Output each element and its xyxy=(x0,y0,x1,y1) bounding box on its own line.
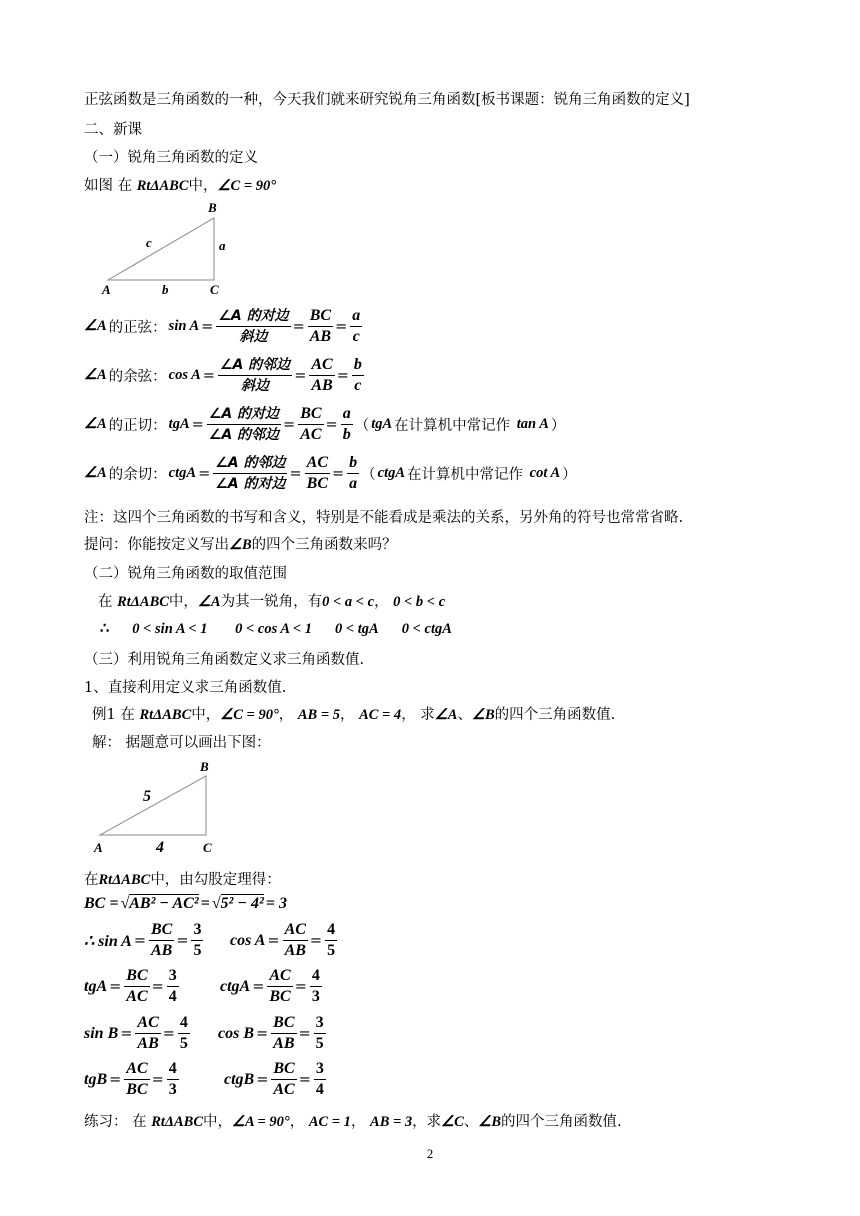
fraction: $\frac{a}{b}$ xyxy=(342,405,351,443)
sin-b-result: sin B = $\frac{AC}{AB}$ = $\frac{4}{5}$ xyxy=(84,1014,188,1052)
fraction: $\frac{AC}{BC}$ xyxy=(306,454,328,492)
fraction: $\frac{a}{c}$ xyxy=(352,307,361,345)
intro-paragraph: 正弦函数是三角函数的一种，今天我们就来研究锐角三角函数[板书课题：锐角三角函数的定义] xyxy=(84,92,690,108)
subsection-heading-1: （一）锐角三角函数的定义 xyxy=(84,150,258,166)
question-paragraph: 提问：你能按定义写出∠B的四个三角函数来吗？ xyxy=(84,537,397,553)
exercise: 练习： 在 RtΔABC中，∠A = 90°， AC = 1， AB = 3，求∠C、∠B的四个三角函数值. xyxy=(84,1114,622,1130)
vertex-label-a: A xyxy=(94,840,103,855)
tangent-definition: ∠A 的正切： tgA = $\frac{\text{∠A 的对边}}{\text{∠A 的邻边}}$ = $\frac{BC}{AC}$ = $\frac{a}{b}$ （ tgA 在计算机中常记作 tan A ） xyxy=(84,405,566,443)
vertex-label-a: A xyxy=(102,282,111,297)
vertex-label-b: B xyxy=(208,200,217,215)
side-label-b: b xyxy=(162,282,169,297)
page-number: 2 xyxy=(426,1146,434,1161)
pythagoras-intro: 在RtΔABC中，由勾股定理得： xyxy=(84,872,281,888)
cosine-definition: ∠A 的余弦： cos A = $\frac{\text{∠A 的邻边}}{\text{斜边}}$ = $\frac{AC}{AB}$ = $\frac{b}{c}$ xyxy=(84,356,362,394)
triangle-figure-1 xyxy=(96,198,246,300)
fraction: $\frac{BC}{AB}$ xyxy=(309,307,332,345)
triangle-figure-2 xyxy=(90,758,230,858)
base-length: 4 xyxy=(156,839,164,856)
fraction: $\frac{b}{c}$ xyxy=(353,356,362,394)
item-heading-1: 1、直接利用定义求三角函数值. xyxy=(84,680,287,696)
fraction: $\frac{BC}{AC}$ xyxy=(300,405,322,443)
example-1: 例1 在 RtΔABC中，∠C = 90°， AB = 5， AC = 4， 求∠A、∠B的四个三角函数值. xyxy=(92,707,616,723)
fraction: $\frac{\text{∠A 的邻边}}{\text{∠A 的对边}}$ xyxy=(215,455,286,492)
sine-definition: ∠A 的正弦： sin A = $\frac{\text{∠A 的对边}}{\text{斜边}}$ = $\frac{BC}{AB}$ = $\frac{a}{c}$ xyxy=(84,307,361,345)
cotangent-definition: ∠A 的余切： ctgA = $\frac{\text{∠A 的邻边}}{\text{∠A 的对边}}$ = $\frac{AC}{BC}$ = $\frac{b}{a}$ （ ctgA 在计算机中常记作 cot A ） xyxy=(84,454,577,492)
vertex-label-b: B xyxy=(200,759,209,774)
section-heading: 二、新课 xyxy=(84,122,142,138)
fraction: $\frac{\text{∠A 的对边}}{\text{∠A 的邻边}}$ xyxy=(208,406,280,443)
side-label-c: c xyxy=(146,235,152,250)
sin-a-result: ∴ sin A = $\frac{BC}{AB}$ = $\frac{3}{5}$ xyxy=(84,921,202,959)
side-label-a: a xyxy=(219,238,226,253)
ctg-a-result: ctgA = $\frac{AC}{BC}$ = $\frac{4}{3}$ xyxy=(220,967,320,1005)
figure1-intro: 如图 在 RtΔABC中，∠C = 90° xyxy=(84,178,277,194)
note-paragraph: 注：这四个三角函数的书写和含义，特别是不能看成是乘法的关系，另外角的符号也常常省略. xyxy=(84,510,684,526)
fraction: $\frac{AC}{AB}$ xyxy=(311,356,333,394)
tg-a-result: tgA = $\frac{BC}{AC}$ = $\frac{3}{4}$ xyxy=(84,967,177,1005)
cos-a-result: cos A = $\frac{AC}{AB}$ = $\frac{4}{5}$ xyxy=(230,921,336,959)
ctg-b-result: ctgB = $\frac{BC}{AC}$ = $\frac{3}{4}$ xyxy=(224,1060,324,1098)
subsection-heading-2: （二）锐角三角函数的取值范围 xyxy=(84,566,287,582)
fraction: $\frac{\text{∠A 的对边}}{\text{斜边}}$ xyxy=(218,308,289,345)
range-statement: 在 RtΔABC中，∠A为其一锐角，有0 < a < c， 0 < b < c xyxy=(98,594,446,610)
bc-equation: BC = √AB² − AC² = √5² − 4² = 3 xyxy=(84,895,287,912)
tg-b-result: tgB = $\frac{AC}{BC}$ = $\frac{4}{3}$ xyxy=(84,1060,177,1098)
cos-b-result: cos B = $\frac{BC}{AB}$ = $\frac{3}{5}$ xyxy=(218,1014,324,1052)
vertex-label-c: C xyxy=(203,840,212,855)
hypotenuse-length: 5 xyxy=(143,788,151,805)
vertex-label-c: C xyxy=(210,282,219,297)
solution-intro: 解： 据题意可以画出下图： xyxy=(92,735,271,751)
fraction: $\frac{b}{a}$ xyxy=(349,454,358,492)
range-results: ∴ 0 < sin A < 1 0 < cos A < 1 0 < tgA 0 < ctgA xyxy=(100,621,452,637)
subsection-heading-3: （三）利用锐角三角函数定义求三角函数值. xyxy=(84,652,365,668)
fraction: $\frac{\text{∠A 的邻边}}{\text{斜边}}$ xyxy=(219,357,291,394)
